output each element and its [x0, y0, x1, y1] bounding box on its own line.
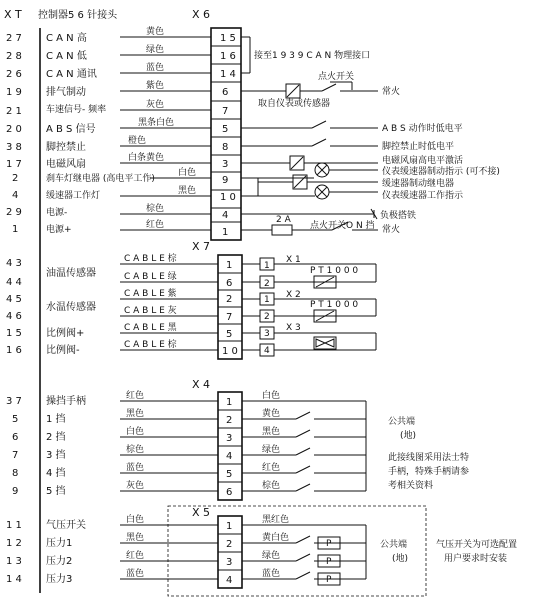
x5-wire-right: 黑红色	[262, 515, 290, 525]
x7-pin: 4 6	[6, 311, 22, 322]
x4-wire-right: 棕色	[262, 481, 281, 491]
x6-term: 3	[222, 159, 229, 170]
instrument-note: 取自仪表或传感器	[258, 99, 331, 109]
x6-label: 电源-	[46, 208, 68, 218]
x6-term: 6	[222, 87, 229, 98]
x4-wire-right: 黄色	[262, 409, 281, 419]
x6-label: C A N 高	[46, 33, 87, 44]
x5-pin: 1 1	[6, 520, 22, 531]
x6-wire-color: 白色	[178, 168, 197, 178]
x6-wire-color: 白条黄色	[128, 153, 165, 163]
x7-term: 6	[226, 278, 233, 289]
ignition-top-label: 点火开关	[318, 72, 355, 82]
x7-pin: 4 3	[6, 258, 22, 269]
x4-wire-left: 棕色	[126, 445, 145, 455]
x4-note-line: 此接线图采用法士特	[388, 453, 470, 463]
x4-connector	[218, 392, 242, 500]
x4-note-line: 考相关资料	[388, 481, 434, 491]
x6-label: 电磁风扇	[46, 159, 86, 170]
x6-right-text: 常火	[382, 87, 401, 97]
x4-pin: 6	[12, 432, 19, 443]
x6-wire-color: 红色	[146, 220, 165, 230]
x4-wire-left: 红色	[126, 391, 145, 401]
x6-term: 1	[222, 227, 229, 238]
x5-title: X 5	[192, 506, 211, 519]
x4-pin: 7	[12, 450, 19, 461]
x4-label: 5 挡	[46, 486, 66, 497]
x7-pin: 1 5	[6, 328, 22, 339]
x6-term: 1 6	[220, 51, 236, 62]
x6-pin: 3 8	[6, 142, 22, 153]
x6-right-text: 仪表缓速器制动指示 (可不接)	[382, 167, 500, 177]
x6-label: 车速信号- 频率	[46, 105, 107, 115]
negative-ground-label: 负极搭铁	[380, 211, 417, 221]
x4-pin: 3 7	[6, 396, 22, 407]
x7-cable: C A B L E 棕	[124, 254, 177, 264]
x6-right-text: 脚控禁止时低电平	[382, 142, 455, 152]
x5-label: 压力2	[46, 556, 73, 567]
x4-pin: 9	[12, 486, 19, 497]
x5-wire-left: 红色	[126, 551, 145, 561]
x6-pin: 2 6	[6, 69, 22, 80]
x4-switches	[296, 401, 366, 491]
x4-ground-label: (地)	[400, 431, 417, 441]
x4-label: 4 挡	[46, 468, 66, 479]
x6-term: 7	[222, 106, 229, 117]
x6-pin: 2 8	[6, 51, 22, 62]
x7-term: 7	[226, 312, 233, 323]
x5-wire-left: 白色	[126, 515, 145, 525]
retarder-work-text: 仪表缓速器工作指示	[382, 191, 464, 201]
x6-term: 9	[222, 175, 229, 186]
x7-group-label: 水温传感器	[46, 302, 96, 313]
x6-pin: 2 7	[6, 33, 22, 44]
x7-term: 1	[226, 260, 233, 271]
x6-term: 5	[222, 124, 229, 135]
x4-term: 1	[226, 397, 233, 408]
x6-wire-color: 绿色	[146, 45, 165, 55]
x6-term: 1 0	[220, 192, 236, 203]
x6-pin: 2 0	[6, 124, 22, 135]
x6-title: X 6	[192, 8, 211, 21]
x5-label: 压力1	[46, 538, 73, 549]
x4-label: 操挡手柄	[46, 396, 86, 407]
x6-right-circuits	[241, 37, 500, 235]
x4-title: X 4	[192, 378, 211, 391]
x7-cable: C A B L E 棕	[124, 340, 177, 350]
x4-rows	[6, 389, 296, 498]
x4-label: 2 挡	[46, 432, 66, 443]
x3-label: X 3	[286, 323, 301, 333]
x6-pin: 1 9	[6, 87, 22, 98]
x6-term: 1 5	[220, 33, 236, 44]
xt-label: X T	[4, 8, 22, 21]
x4-pin: 8	[12, 468, 19, 479]
x4-wire-right: 黑色	[262, 427, 281, 437]
x4-term: 6	[226, 487, 233, 498]
x7-sensors	[242, 255, 376, 356]
x4-label: 1 挡	[46, 414, 66, 425]
valve-icon	[314, 337, 336, 349]
x5-pin: 1 3	[6, 556, 22, 567]
x6-label: C A N 通讯	[46, 69, 97, 80]
x6-right-text: 常火	[382, 225, 401, 235]
x6-pin: 4	[12, 190, 19, 201]
x6-label: A B S 信号	[46, 124, 96, 135]
x6-label: 刹车灯继电器 (高电平工作)	[46, 174, 155, 184]
x5-term: 4	[226, 575, 233, 586]
x4-wire-left: 灰色	[126, 481, 145, 491]
x5-label: 气压开关	[46, 520, 86, 531]
pressure-switch-label: P	[326, 557, 332, 567]
x4-note-line: 手柄，特殊手柄请参	[388, 467, 470, 477]
x6-wire-color: 黑条白色	[138, 118, 175, 128]
x5-note-line: 用户要求时安装	[444, 554, 508, 564]
x5-switches	[296, 525, 366, 585]
x5-term: 3	[226, 557, 233, 568]
x4-wire-left: 蓝色	[126, 463, 145, 473]
x4-term: 2	[226, 415, 233, 426]
x5-term: 1	[226, 521, 233, 532]
x7-group-label: 比例阀+	[46, 328, 85, 339]
x6-wire-color: 黑色	[178, 186, 197, 196]
x5-wire-left: 蓝色	[126, 569, 145, 579]
x5-wire-right: 蓝色	[262, 569, 281, 579]
x5-note-line: 气压开关为可选配置	[436, 540, 518, 550]
x4-term: 3	[226, 433, 233, 444]
x5-term: 2	[226, 539, 233, 550]
controller-title: 控制器5 6 针接头	[38, 10, 118, 21]
x6-pin: 2 9	[6, 207, 22, 218]
x4-wire-right: 红色	[262, 463, 281, 473]
x7-group-label: 比例阀-	[46, 345, 80, 356]
x7-term: 1 0	[222, 346, 238, 357]
x6-term: 8	[222, 142, 229, 153]
x6-wire-color: 黄色	[146, 27, 165, 37]
x6-wire-color: 橙色	[128, 136, 147, 146]
x6-right-text: 电磁风扇高电平激活	[382, 156, 464, 166]
ignition-on-label: 点火开关O N 挡	[310, 221, 375, 231]
x2-label: X 2	[286, 290, 301, 300]
sensor-pin: 1	[264, 295, 270, 305]
x6-label: 电源+	[46, 225, 72, 235]
pt1000-label: P T 1 0 0 0	[310, 266, 359, 276]
x1-label: X 1	[286, 255, 301, 265]
x5-common-label: 公共端	[380, 540, 408, 550]
x7-cable: C A B L E 黑	[124, 323, 177, 333]
x5-rows	[6, 513, 296, 586]
x6-wire-color: 棕色	[146, 204, 165, 214]
x5-pin: 1 2	[6, 538, 22, 549]
x4-common-label: 公共端	[388, 417, 416, 427]
x5-pin: 1 4	[6, 574, 22, 585]
sensor-pin: 4	[264, 346, 270, 356]
x6-term: 4	[222, 210, 229, 221]
x4-wire-right: 绿色	[262, 445, 281, 455]
x4-wire-left: 黑色	[126, 409, 145, 419]
x6-pin: 1 7	[6, 159, 22, 170]
x6-label: 缓速器工作灯	[46, 191, 101, 201]
can-note: 接至1 9 3 9 C A N 物理接口	[254, 51, 371, 61]
x7-term: 5	[226, 329, 233, 340]
x6-label: 排气制动	[46, 87, 86, 98]
x4-wire-left: 白色	[126, 427, 145, 437]
x6-term: 1 4	[220, 69, 236, 80]
x6-pin: 1	[12, 224, 19, 235]
sensor-pin: 2	[264, 279, 270, 289]
x7-term: 2	[226, 294, 233, 305]
pressure-switch-label: P	[326, 539, 332, 549]
x4-term: 4	[226, 451, 233, 462]
x7-pin: 4 5	[6, 294, 22, 305]
x4-label: 3 挡	[46, 450, 66, 461]
sensor-pin: 2	[264, 312, 270, 322]
fuse-label: 2 A	[276, 215, 291, 225]
x6-label: 脚控禁止	[46, 142, 86, 153]
x6-pin: 2	[12, 173, 19, 184]
x6-right-text: A B S 动作时低电平	[382, 124, 463, 134]
x5-label: 压力3	[46, 574, 73, 585]
sensor-pin: 3	[264, 329, 270, 339]
x5-dashed-frame	[168, 506, 426, 596]
x5-ground-label: (地)	[392, 554, 409, 564]
x6-wire-color: 灰色	[146, 100, 165, 110]
pt1000-label: P T 1 0 0 0	[310, 300, 359, 310]
x4-wire-right: 白色	[262, 391, 281, 401]
x4-pin: 5	[12, 414, 19, 425]
x6-pin: 2 1	[6, 106, 22, 117]
x5-wire-right: 黄白色	[262, 533, 290, 543]
x7-pin: 4 4	[6, 277, 22, 288]
x7-pin: 1 6	[6, 345, 22, 356]
x4-term: 5	[226, 469, 233, 480]
x7-cable: C A B L E 绿	[124, 272, 177, 282]
x6-label: C A N 低	[46, 51, 87, 62]
x6-wire-color: 蓝色	[146, 63, 165, 73]
x6-wire-color: 紫色	[146, 81, 165, 91]
x5-wire-right: 绿色	[262, 551, 281, 561]
x6-right-text: 缓速器制动继电器	[382, 179, 455, 189]
x7-group-label: 油温传感器	[46, 268, 96, 279]
pressure-switch-label: P	[326, 575, 332, 585]
x7-cable: C A B L E 紫	[124, 289, 177, 299]
x7-title: X 7	[192, 240, 211, 253]
x7-cable: C A B L E 灰	[124, 306, 177, 316]
x5-wire-left: 黑色	[126, 533, 145, 543]
sensor-pin: 1	[264, 261, 270, 271]
